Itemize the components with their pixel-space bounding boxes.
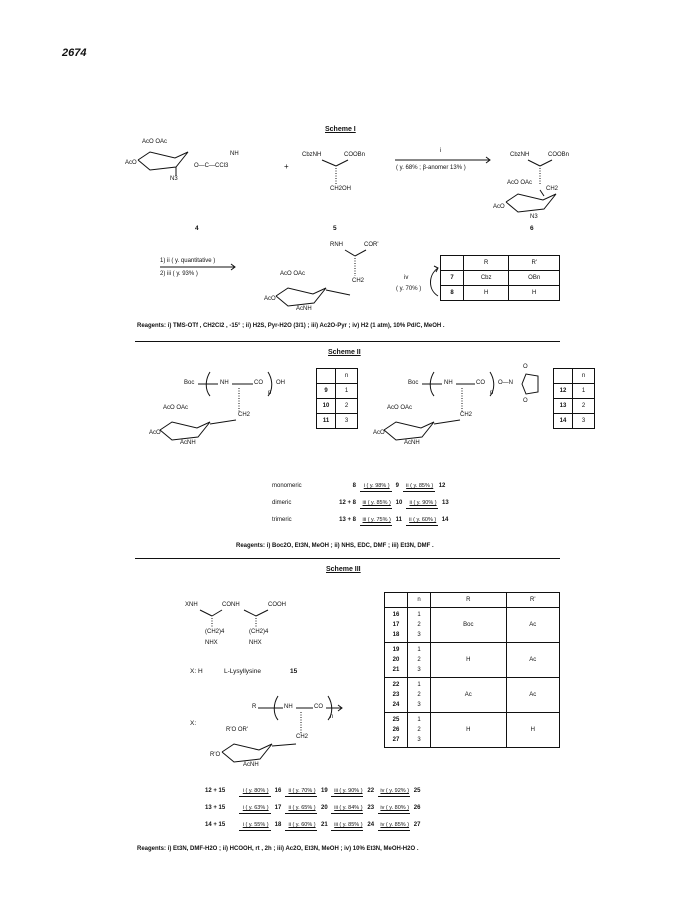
scheme-3-sequences: [205, 788, 420, 839]
sequence-monomeric: monomeric 8 i ( y. 98% ) 9 ii ( y. 85% ) 12: [272, 483, 446, 489]
compound-label-6: 6: [530, 225, 534, 232]
x-label: X:: [190, 720, 197, 727]
sequence-row-2: 13 + 15 i ( y. 63% ) 17 ii ( y. 65% ) 20 iii ( y. 84% ) 23 iv ( y. 80% ) 26: [205, 805, 421, 811]
compound-label-4: 4: [195, 225, 199, 232]
sequence-trimeric: trimeric 13 + 8 iii ( y. 75% ) 11 ii ( y. 60% ) 14: [272, 517, 449, 523]
sequence-row-3: 14 + 15 i ( y. 55% ) 18 ii ( y. 60% ) 21 iii ( y. 85% ) 24 iv ( y. 85% ) 27: [205, 822, 421, 828]
plus-sign: +: [284, 162, 289, 171]
scheme-2-reagents: Reagents: i) Boc2O, Et3N, MeOH ; ii) NHS, EDC, DMF ; iii) Et3N, DMF .: [236, 543, 434, 549]
scheme-2-title: Scheme II: [328, 349, 361, 356]
page-number: 2674: [62, 47, 87, 59]
x-equals-h: X: H: [190, 668, 203, 675]
scheme-1-table: R R' 7 Cbz OBn 8 H H: [440, 255, 560, 301]
sequence-dimeric: dimeric 12 + 8 iii ( y. 85% ) 10 ii ( y. 90% ) 13: [272, 500, 449, 506]
scheme-3-table: n R R' 16 17 18 1 2 3 Boc Ac 19 20 21 1 2 3 H Ac 22 23 24 1 2 3 Ac Ac 25 26 27 1 2 3 H H: [384, 592, 560, 748]
scheme-1-title: Scheme I: [325, 126, 356, 133]
scheme-2-left-table: n 9 1 10 2 11 3: [316, 368, 358, 429]
scheme-3-reagents: Reagents: i) Et3N, DMF-H2O ; ii) HCOOH, rt , 2h ; iii) Ac2O, Et3N, MeOH ; iv) 10% Et3N, MeOH-H2O .: [137, 846, 419, 852]
sequence-row-1: 12 + 15 i ( y. 80% ) 16 ii ( y. 70% ) 19 iii ( y. 90% ) 22 iv ( y. 92% ) 25: [205, 788, 421, 794]
scheme-1-reagents: Reagents: i) TMS-OTf , CH2Cl2 , -15° ; ii) H2S, Pyr-H2O (3/1) ; iii) Ac2O-Pyr ; iv) H2 (1 atm), 10% Pd/C, MeOH .: [137, 323, 445, 329]
lysyllysine-name: L-Lysyllysine: [224, 668, 261, 675]
compound-label-5: 5: [333, 225, 337, 232]
compound-label-15: 15: [290, 668, 298, 675]
scheme-3-title: Scheme III: [326, 566, 361, 573]
scheme-2-right-table: n 12 1 13 2 14 3: [553, 368, 595, 429]
